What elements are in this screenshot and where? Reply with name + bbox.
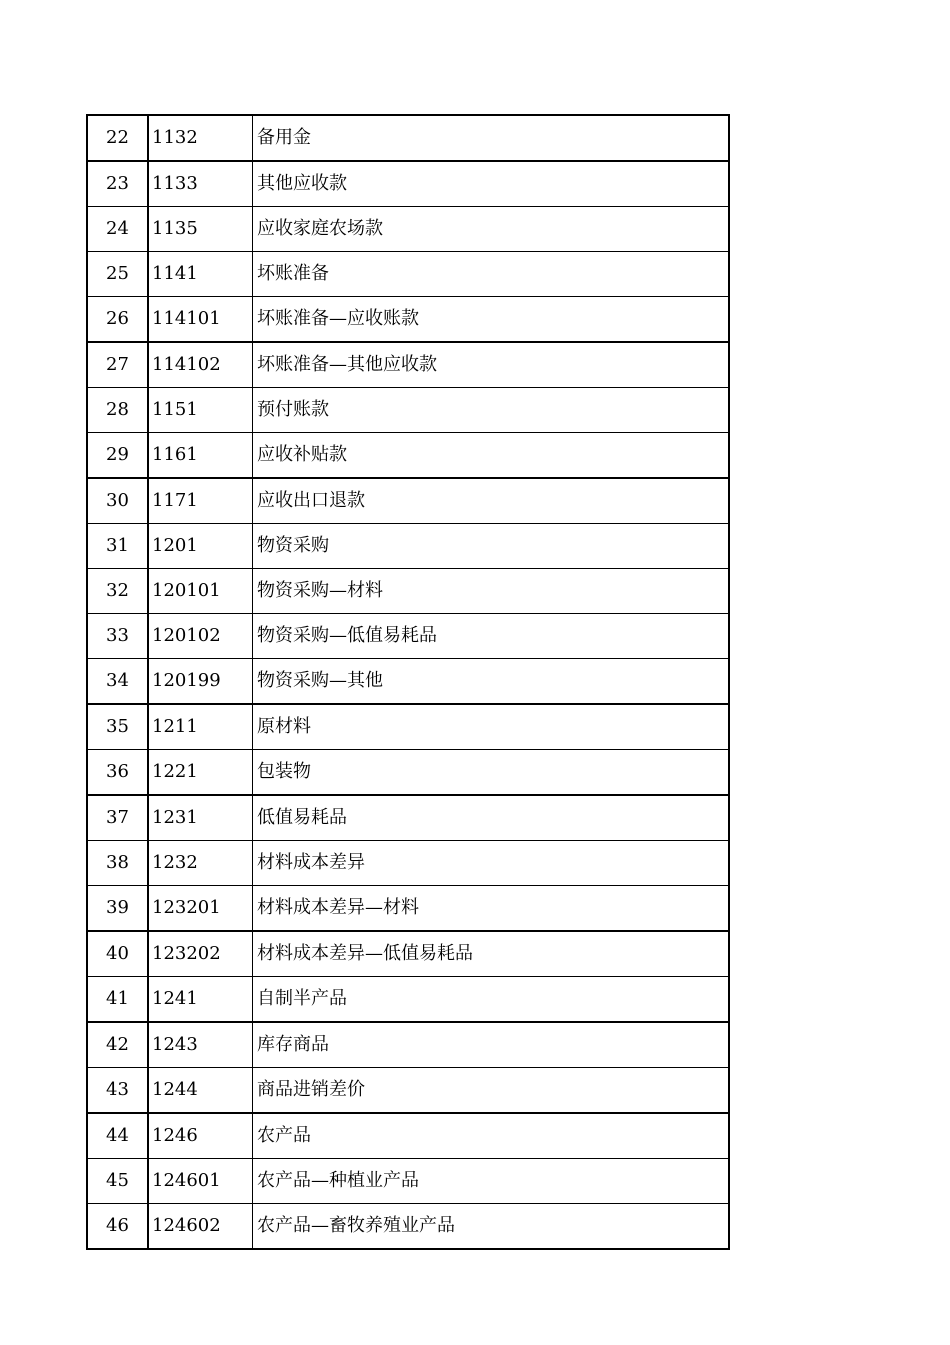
account-code-cell: 1243	[148, 1022, 253, 1068]
account-code-cell: 114102	[148, 342, 253, 388]
row-number-cell: 37	[87, 795, 148, 841]
row-number-cell: 35	[87, 704, 148, 750]
table-row	[87, 207, 729, 252]
row-number-cell: 42	[87, 1022, 148, 1068]
table-row	[87, 750, 729, 796]
table-row	[87, 478, 729, 524]
account-code-cell: 1151	[148, 388, 253, 433]
account-name-cell: 材料成本差异—低值易耗品	[253, 931, 730, 977]
row-number-cell: 30	[87, 478, 148, 524]
account-name-cell: 原材料	[253, 704, 730, 750]
table-row	[87, 388, 729, 433]
account-code-cell: 120199	[148, 659, 253, 705]
account-code-cell: 1244	[148, 1068, 253, 1114]
account-name-cell: 坏账准备	[253, 252, 730, 297]
row-number-cell: 45	[87, 1159, 148, 1204]
table-row	[87, 1113, 729, 1159]
row-number-cell: 41	[87, 977, 148, 1023]
table-row	[87, 115, 729, 161]
row-number-cell: 46	[87, 1204, 148, 1250]
account-code-cell: 1201	[148, 524, 253, 569]
account-name-cell: 坏账准备—其他应收款	[253, 342, 730, 388]
account-code-cell: 120102	[148, 614, 253, 659]
table-row	[87, 795, 729, 841]
table-row	[87, 704, 729, 750]
row-number-cell: 26	[87, 297, 148, 343]
row-number-cell: 25	[87, 252, 148, 297]
account-name-cell: 商品进销差价	[253, 1068, 730, 1114]
row-number-cell: 33	[87, 614, 148, 659]
accounts-table-body	[87, 115, 729, 1249]
row-number-cell: 28	[87, 388, 148, 433]
account-code-cell: 124601	[148, 1159, 253, 1204]
account-code-cell: 1232	[148, 841, 253, 886]
account-name-cell: 农产品—畜牧养殖业产品	[253, 1204, 730, 1250]
row-number-cell: 36	[87, 750, 148, 796]
account-name-cell: 库存商品	[253, 1022, 730, 1068]
table-row	[87, 931, 729, 977]
account-name-cell: 物资采购—材料	[253, 569, 730, 614]
account-name-cell: 低值易耗品	[253, 795, 730, 841]
table-row	[87, 977, 729, 1023]
account-code-cell: 1231	[148, 795, 253, 841]
account-name-cell: 预付账款	[253, 388, 730, 433]
table-row	[87, 1022, 729, 1068]
account-code-cell: 1141	[148, 252, 253, 297]
table-row	[87, 614, 729, 659]
table-row	[87, 297, 729, 343]
row-number-cell: 29	[87, 433, 148, 479]
row-number-cell: 32	[87, 569, 148, 614]
row-number-cell: 34	[87, 659, 148, 705]
account-code-cell: 1246	[148, 1113, 253, 1159]
table-row	[87, 161, 729, 207]
account-name-cell: 农产品	[253, 1113, 730, 1159]
account-name-cell: 自制半产品	[253, 977, 730, 1023]
row-number-cell: 44	[87, 1113, 148, 1159]
row-number-cell: 40	[87, 931, 148, 977]
table-row	[87, 1204, 729, 1250]
table-row	[87, 659, 729, 705]
account-name-cell: 农产品—种植业产品	[253, 1159, 730, 1204]
row-number-cell: 31	[87, 524, 148, 569]
table-row	[87, 433, 729, 479]
account-code-cell: 123202	[148, 931, 253, 977]
table-row	[87, 342, 729, 388]
account-code-cell: 1211	[148, 704, 253, 750]
accounts-table	[86, 114, 730, 1250]
table-row	[87, 1068, 729, 1114]
row-number-cell: 23	[87, 161, 148, 207]
account-name-cell: 材料成本差异	[253, 841, 730, 886]
account-code-cell: 120101	[148, 569, 253, 614]
account-code-cell: 123201	[148, 886, 253, 932]
table-row	[87, 841, 729, 886]
account-code-cell: 1135	[148, 207, 253, 252]
account-code-cell: 1221	[148, 750, 253, 796]
row-number-cell: 27	[87, 342, 148, 388]
account-name-cell: 坏账准备—应收账款	[253, 297, 730, 343]
row-number-cell: 39	[87, 886, 148, 932]
account-name-cell: 应收出口退款	[253, 478, 730, 524]
table-row	[87, 569, 729, 614]
table-row	[87, 1159, 729, 1204]
account-name-cell: 备用金	[253, 115, 730, 161]
account-name-cell: 物资采购—低值易耗品	[253, 614, 730, 659]
account-name-cell: 物资采购—其他	[253, 659, 730, 705]
row-number-cell: 22	[87, 115, 148, 161]
table-row	[87, 524, 729, 569]
account-code-cell: 1132	[148, 115, 253, 161]
account-name-cell: 材料成本差异—材料	[253, 886, 730, 932]
account-code-cell: 1171	[148, 478, 253, 524]
table-row	[87, 252, 729, 297]
account-code-cell: 124602	[148, 1204, 253, 1250]
row-number-cell: 38	[87, 841, 148, 886]
account-code-cell: 1161	[148, 433, 253, 479]
account-code-cell: 1133	[148, 161, 253, 207]
account-name-cell: 包装物	[253, 750, 730, 796]
row-number-cell: 43	[87, 1068, 148, 1114]
account-code-cell: 1241	[148, 977, 253, 1023]
account-name-cell: 应收家庭农场款	[253, 207, 730, 252]
account-code-cell: 114101	[148, 297, 253, 343]
account-name-cell: 其他应收款	[253, 161, 730, 207]
table-row	[87, 886, 729, 932]
row-number-cell: 24	[87, 207, 148, 252]
account-name-cell: 应收补贴款	[253, 433, 730, 479]
account-name-cell: 物资采购	[253, 524, 730, 569]
